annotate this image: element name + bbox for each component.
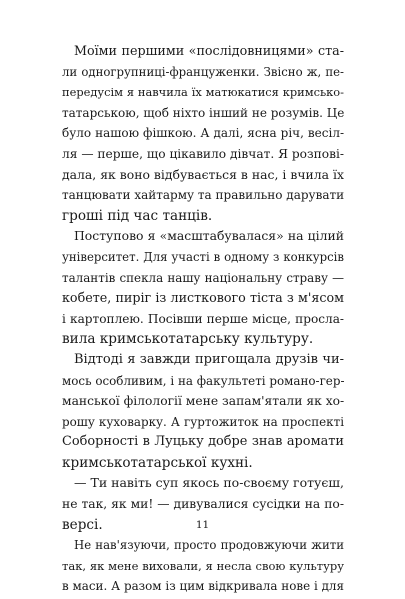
text-line: — Ти навіть суп якось по-своєму готуєш, <box>74 475 344 491</box>
body-text <box>62 41 344 597</box>
text-line: Відтоді я завжди пригощала друзів чи- <box>74 351 344 367</box>
text-line: Поступово я «масштабувалася» на цілий <box>74 228 344 244</box>
text-line: і картоплею. Посівши перше місце, просла- <box>62 311 344 326</box>
text-line: не так, як ми! — дивувалися сусідки на по- <box>62 497 344 512</box>
text-line: кобете, пиріг із листкового тіста з м'ясом <box>62 290 344 306</box>
text-line: кримськотатарської кухні. <box>62 454 253 471</box>
text-line: Соборності в Луцьку добре знав аромати <box>62 434 344 450</box>
text-line: вила кримськотатарську культуру. <box>62 331 314 348</box>
text-line: танцювати хайтарму та правильно дарувати <box>62 188 345 203</box>
text-line: мось особливим, і на факультеті романо-гер- <box>62 373 345 388</box>
text-line: талантів спекла нашу національну страву — <box>62 270 344 285</box>
text-line: версі. <box>62 516 103 533</box>
text-line: рошу куховарку. А гуртожиток на проспекті <box>62 414 344 429</box>
text-line: Не нав'язуючи, просто продовжуючи жити <box>74 538 344 553</box>
text-line: ля — перше, що цікавило дівчат. Я розпові- <box>62 146 344 161</box>
text-line: ли одногрупниці-француженки. Звісно ж, пе- <box>62 64 344 79</box>
text-line: татарською, щоб ніхто інший не розумів. Це <box>62 105 345 120</box>
text-line: в маси. А разом із цим відкривала нове і для <box>62 579 344 594</box>
text-line: гроші під час танців. <box>62 207 213 224</box>
text-line: манської філології мене запам'ятали як хо- <box>62 394 345 409</box>
text-line: так, як мене виховали, я несла свою культуру <box>62 558 344 573</box>
text-line: університет. Для участі в одному з конкурсів <box>62 249 344 264</box>
text-line: передусім я навчила їх матюкатися кримсько- <box>62 85 344 100</box>
page-number: 11 <box>195 519 210 531</box>
text-line: Моїми першими «послідовницями» ста- <box>74 43 344 58</box>
text-line: було нашою фішкою. А далі, ясна річ, весіл- <box>62 126 344 141</box>
text-line: дала, як воно відбувається в нас, і вчила їх <box>62 166 344 182</box>
